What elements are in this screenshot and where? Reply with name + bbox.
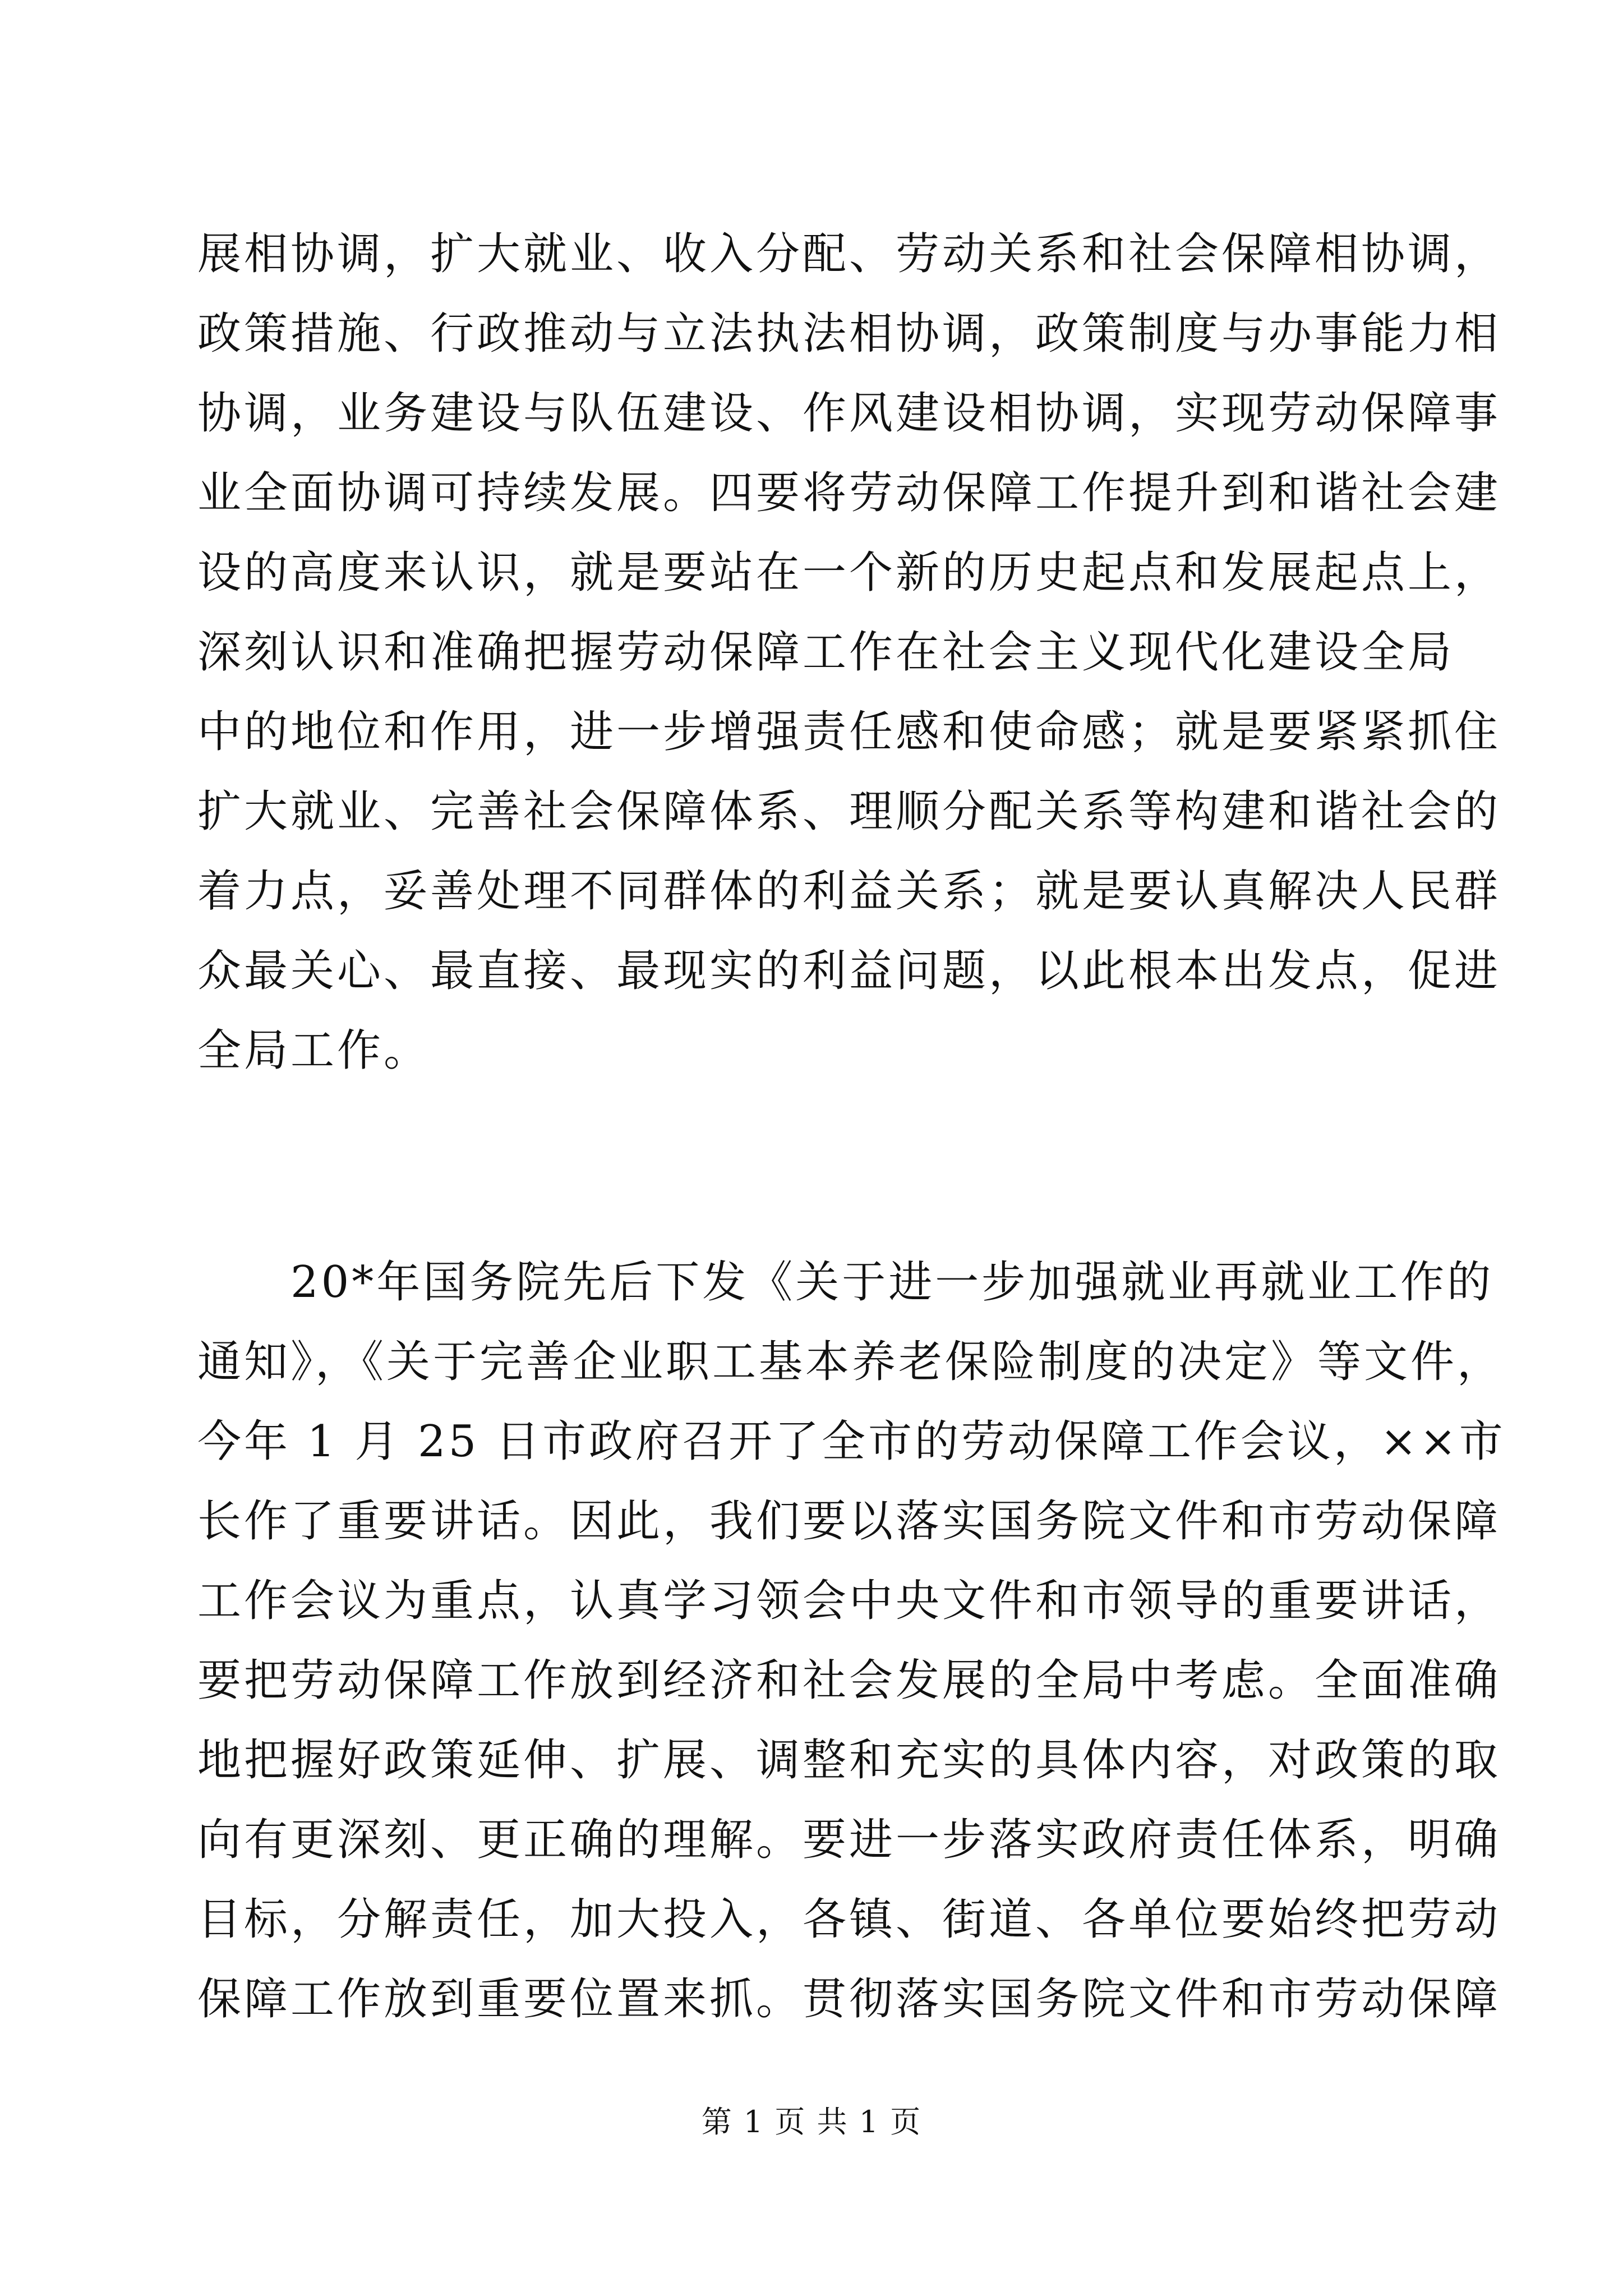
text-line: 政策措施、行政推动与立法执法相协调，政策制度与办事能力相: [197, 309, 1501, 359]
text-line: 深刻认识和准确把握劳动保障工作在社会主义现代化建设全局: [197, 627, 1455, 678]
text-line: 协调，业务建设与队伍建设、作风建设相协调，实现劳动保障事: [197, 388, 1501, 439]
text-line: 中的地位和作用，进一步增强责任感和使命感；就是要紧紧抓住: [197, 707, 1501, 757]
text-line: 向有更深刻、更正确的理解。要进一步落实政府责任体系，明确: [197, 1815, 1501, 1865]
text-line: 20*年国务院先后下发《关于进一步加强就业再就业工作的: [197, 1257, 1494, 1308]
text-line: 众最关心、最直接、最现实的利益问题，以此根本出发点，促进: [197, 946, 1501, 996]
text-line: 扩大就业、完善社会保障体系、理顺分配关系等构建和谐社会的: [197, 786, 1501, 837]
text-line: 全局工作。: [197, 1025, 431, 1076]
text-line: 地把握好政策延伸、扩展、调整和充实的具体内容，对政策的取: [197, 1735, 1501, 1786]
paragraph-continuation: [197, 214, 1501, 1091]
text-line: 通知》，《关于完善企业职工基本养老保险制度的决定》等文件，: [197, 1337, 1504, 1387]
text-line: 工作会议为重点，认真学习领会中央文件和市领导的重要讲话，: [197, 1576, 1501, 1626]
text-line: 长作了重要讲话。因此，我们要以落实国务院文件和市劳动保障: [197, 1496, 1501, 1547]
text-line: 今年 1 月 25 日市政府召开了全市的劳动保障工作会议，××市: [197, 1416, 1506, 1467]
text-line: 要把劳动保障工作放到经济和社会发展的全局中考虑。全面准确: [197, 1655, 1501, 1706]
text-line: 展相协调，扩大就业、收入分配、劳动关系和社会保障相协调，: [197, 229, 1501, 279]
text-line: 目标，分解责任，加大投入，各镇、街道、各单位要始终把劳动: [197, 1894, 1501, 1945]
text-line: 设的高度来认识，就是要站在一个新的历史起点和发展起点上，: [197, 547, 1501, 598]
text-line: 保障工作放到重要位置来抓。贯彻落实国务院文件和市劳动保障: [197, 1974, 1501, 2024]
text-line: 业全面协调可持续发展。四要将劳动保障工作提升到和谐社会建: [197, 468, 1501, 518]
page-footer: 第 1 页 共 1 页: [701, 2104, 922, 2139]
paragraph-state-council: [197, 1243, 1506, 2039]
text-line: 着力点，妥善处理不同群体的利益关系；就是要认真解决人民群: [197, 866, 1501, 917]
